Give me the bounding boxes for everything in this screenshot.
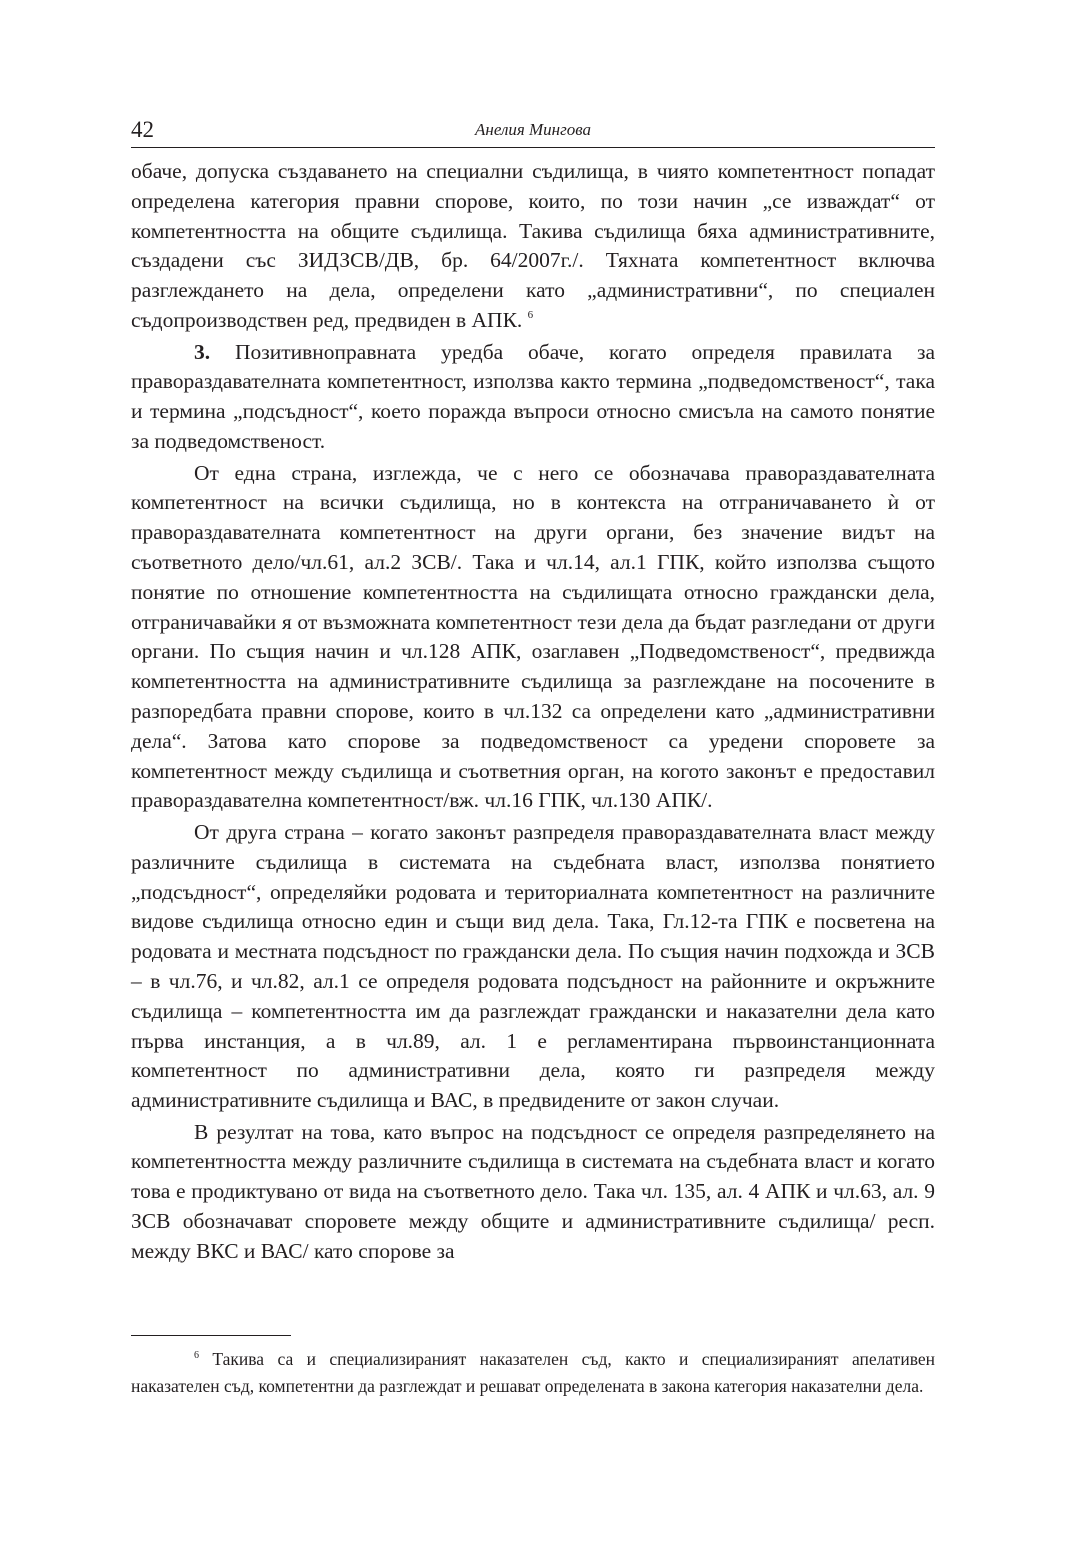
- footnote-ref-6[interactable]: 6: [527, 308, 534, 321]
- paragraph-5: В резултат на това, като въпрос на подсъдност се определя разпределянето на компетентността между различните съдилища в системата на съдебната власт и когато това е продиктувано от вида на съответното дело. Така чл. 135, ал. 4 АПК и чл.63, ал. 9 ЗСВ обозначават споровете между общите и административните съдилища/ респ. между ВКС и ВАС/ като спорове за: [131, 1119, 935, 1263]
- footnote-number: 6: [194, 1350, 199, 1361]
- paragraph-4: От друга страна – когато законът разпределя правораздавателната власт между различните съдилища в системата на съдебната власт, използва понятието „подсъдност“, определяйки родовата и териториалната компетентност на различните видове съдилища относно един и същи вид дела. Така, Гл.12-та ГПК е посветена на родовата и местната подсъдност по граждански дела. По същия начин подхожда и ЗСВ – в чл.76, и чл.82, ал.1 се определя родовата подсъдност на районните и окръжните съдилища – компетентността им да разглеждат граждански и наказателни дела като първа инстанция, а в чл.89, ал. 1 е регламентирана първоинстанционната компетентност по административни дела, която ги разпределя между административните съдилища и ВАС, в предвидените от закон случаи.: [131, 819, 935, 1113]
- page-number: 42: [131, 117, 154, 142]
- running-head-author: Анелия Мингова: [475, 120, 591, 139]
- paragraph-1: [131, 157, 935, 336]
- paragraph-2: [131, 338, 935, 457]
- footnote-6: [131, 1346, 935, 1399]
- page-header: [131, 113, 935, 148]
- section-number: 3.: [194, 339, 211, 364]
- footnote-text: Такива са и специализираният наказателен съд, както и специализираният апелативен наказателен съд, компетентни да разглеждат и решават определената в закона категория наказателни дела.: [131, 1349, 935, 1396]
- footnote-separator: [131, 1335, 291, 1336]
- paragraph-3: От една страна, изглежда, че с него се обозначава правораздавателната компетентност на всички съдилища, но в контекста на отграничаването ѝ от правораздавателната компетентност на други органи, без значение видът на съответното дело/чл.61, ал.2 ЗСВ/. Така и чл.14, ал.1 ГПК, който използва същото понятие по отношение компетентността на съдилищата относно граждански дела, отграничавайки я от възможната компетентност тези дела да бъдат разгледани от други органи. По същия начин и чл.128 АПК, озаглавен „Подведомственост“, предвижда компетентността на административните съдилища за разглеждане на посочените в разпоредбата правни спорове, които в чл.132 са определени като „административни дела“. Затова като спорове за подведомственост са уредени споровете за компетентност между съдилища и съответния орган, на когото законът е предоставил правораздавателна компетентност/вж. чл.16 ГПК, чл.130 АПК/.: [131, 460, 935, 813]
- main-text: [131, 157, 935, 1268]
- paragraph-1-text: обаче, допуска създаването на специални съдилища, в чиято компетентност попадат определена категория правни спорове, които, по този начин „се изваждат“ от компетентността на общите съдилища. Такива съдилища бяха административните, създадени със ЗИДЗСВ/ДВ, бр. 64/2007г./. Тяхната компетентност включва разглеждането на дела, определени като „административни“, по специален съдопроизводствен ред, предвиден в АПК.: [131, 159, 935, 332]
- paragraph-2-text: Позитивноправната уредба обаче, когато определя правилата за правораздавателната компетентност, използва както термина „подведомственост“, така и термина „подсъдност“, което поражда въпроси относно смисъла на самото понятие за подведомственост.: [131, 339, 935, 453]
- footnotes: [131, 1346, 935, 1399]
